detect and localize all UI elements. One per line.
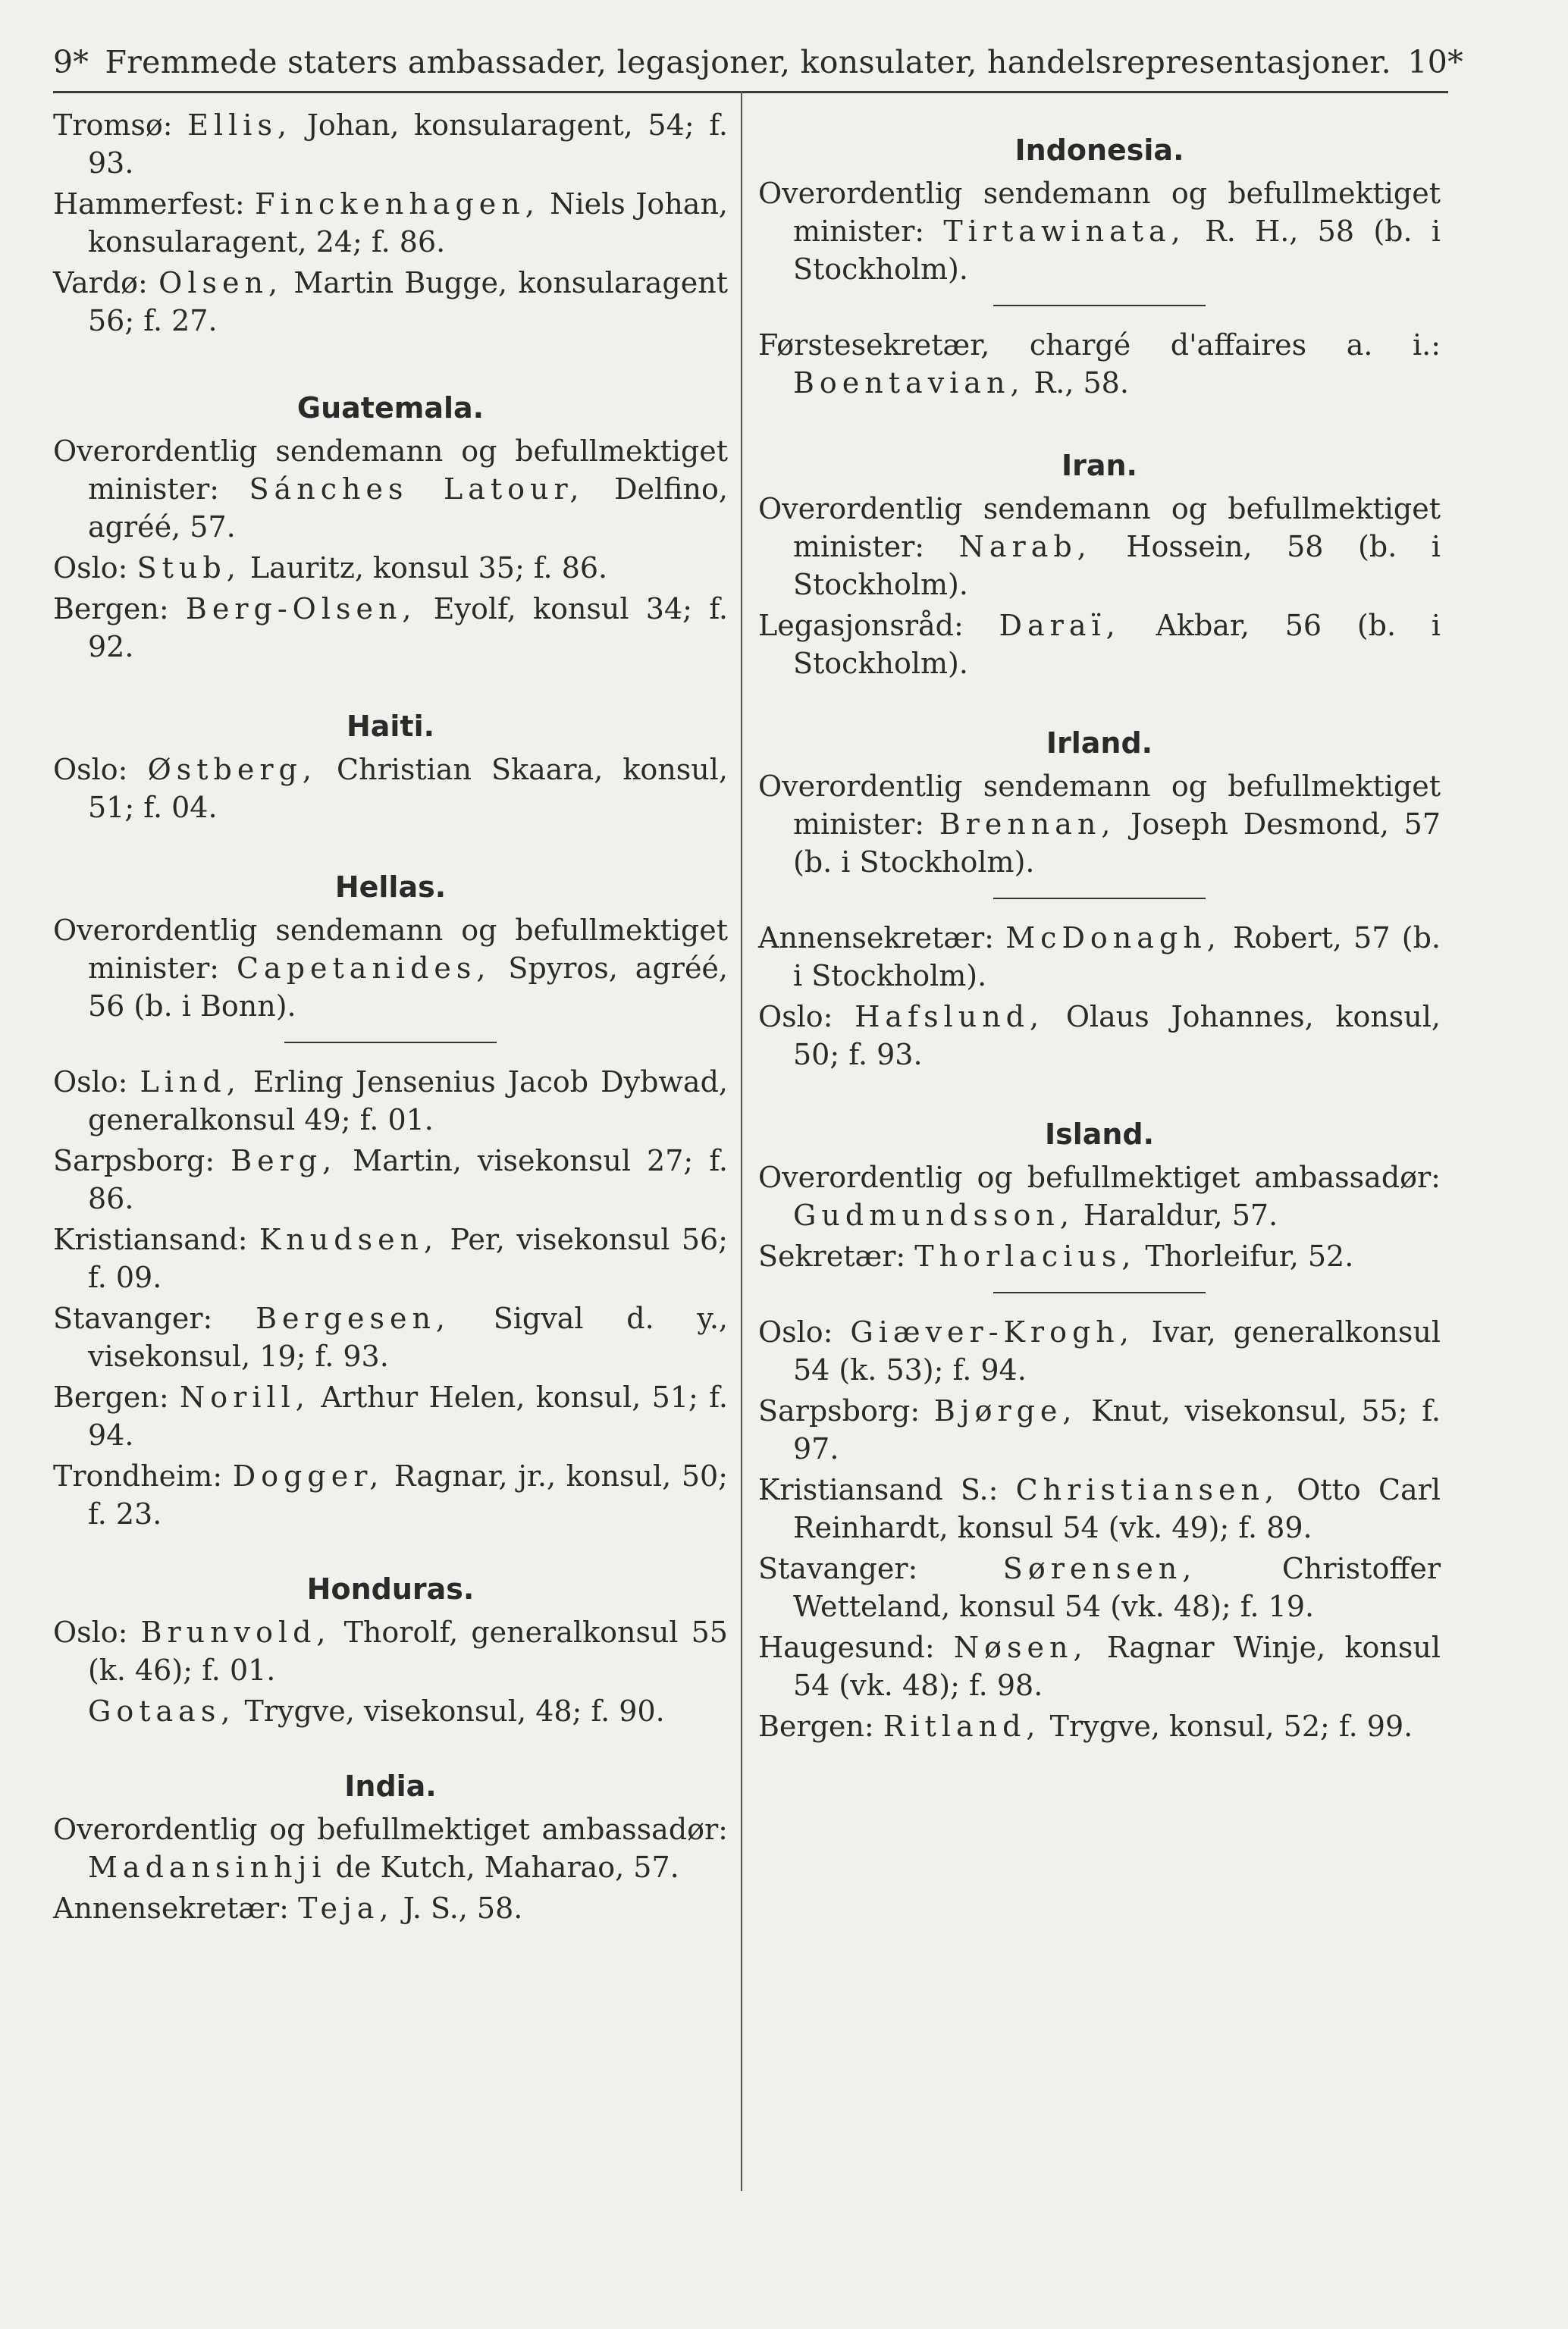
section-irland	[758, 722, 1441, 1074]
list-item: Overordentlig sendemann og befullmektiget minister: Capetanides, Spyros, agréé, 56 (b. i Bonn).	[53, 914, 728, 1023]
section-heading: Irland.	[1046, 726, 1153, 760]
section-indonesia	[758, 129, 1441, 402]
list-item: Hammerfest: Finckenhagen, Niels Johan, konsularagent, 24; f. 86.	[53, 187, 728, 259]
section-heading: Iran.	[1061, 449, 1137, 482]
list-item: Oslo: Brunvold, Thorolf, generalkonsul 55 (k. 46); f. 01.	[53, 1616, 728, 1687]
list-item: Overordentlig sendemann og befullmektiget minister: Narab, Hossein, 58 (b. i Stockholm).	[758, 492, 1441, 601]
list-item: Kristiansand: Knudsen, Per, visekonsul 56; f. 09.	[53, 1223, 728, 1294]
list-item: Førstesekretær, chargé d'affaires a. i.: Boentavian, R., 58.	[758, 328, 1441, 400]
list-item: Haugesund: Nøsen, Ragnar Winje, konsul 54 (vk. 48); f. 98.	[758, 1631, 1441, 1702]
section-india	[53, 1765, 728, 1927]
list-item: Oslo: Lind, Erling Jensenius Jacob Dybwad, generalkonsul 49; f. 01.	[53, 1065, 728, 1136]
section-iran	[758, 444, 1441, 682]
list-item: Annensekretær: McDonagh, Robert, 57 (b. i Stockholm).	[758, 921, 1441, 992]
list-item: Oslo: Hafslund, Olaus Johannes, konsul, 50; f. 93.	[758, 1000, 1441, 1071]
list-item: Bergen: Berg-Olsen, Eyolf, konsul 34; f. 92.	[53, 592, 728, 663]
list-item: Oslo: Østberg, Christian Skaara, konsul, 51; f. 04.	[53, 753, 728, 824]
list-item: Stavanger: Sørensen, Christoffer Wetteland, konsul 54 (vk. 48); f. 19.	[758, 1552, 1441, 1623]
separator-rule	[993, 898, 1206, 899]
list-item: Sekretær: Thorlacius, Thorleifur, 52.	[758, 1240, 1354, 1273]
list-item: Bergen: Norill, Arthur Helen, konsul, 51; f. 94.	[53, 1381, 728, 1452]
list-item: Overordentlig sendemann og befullmektiget minister: Brennan, Joseph Desmond, 57 (b. i Stockholm).	[758, 770, 1441, 879]
list-item: Bergen: Ritland, Trygve, konsul, 52; f. 99.	[758, 1710, 1413, 1743]
list-item: Sarpsborg: Bjørge, Knut, visekonsul, 55; f. 97.	[758, 1394, 1441, 1465]
page-number-left: 9*	[53, 44, 89, 80]
list-item: Sarpsborg: Berg, Martin, visekonsul 27; f. 86.	[53, 1144, 728, 1215]
section-hellas	[53, 866, 728, 1533]
separator-rule	[993, 305, 1206, 306]
separator-rule	[284, 1042, 497, 1043]
section-guatemala	[53, 387, 728, 666]
right-column	[758, 106, 1441, 1748]
list-item: Oslo: Giæver-Krogh, Ivar, generalkonsul 54 (k. 53); f. 94.	[758, 1315, 1441, 1387]
left-column	[53, 106, 728, 1930]
list-item: Overordentlig og befullmektiget ambassadør: Madansinhji de Kutch, Maharao, 57.	[53, 1813, 728, 1884]
header-rule	[53, 91, 1448, 93]
list-item: Trondheim: Dogger, Ragnar, jr., konsul, 50; f. 23.	[53, 1459, 728, 1531]
section-heading: Honduras.	[306, 1572, 475, 1606]
section-island	[758, 1113, 1441, 1745]
list-item: Overordentlig og befullmektiget ambassadør: Gudmundsson, Haraldur, 57.	[758, 1161, 1441, 1232]
section-heading: Indonesia.	[1014, 133, 1184, 167]
running-title: Fremmede staters ambassader, legasjoner, konsulater, handelsrepresentasjoner.	[105, 44, 1392, 80]
section-heading: Hellas.	[334, 870, 447, 904]
norway-consular-entries	[53, 106, 728, 340]
page-header	[53, 39, 1463, 85]
section-heading: Island.	[1044, 1117, 1155, 1151]
list-item: Kristiansand S.: Christiansen, Otto Carl Reinhardt, konsul 54 (vk. 49); f. 89.	[758, 1473, 1441, 1544]
column-rule	[741, 91, 742, 2191]
list-item: Vardø: Olsen, Martin Bugge, konsularagent 56; f. 27.	[53, 266, 728, 337]
list-item: Gotaas, Trygve, visekonsul, 48; f. 90.	[88, 1694, 665, 1728]
section-heading: Guatemala.	[296, 391, 485, 425]
section-heading: India.	[344, 1769, 437, 1803]
list-item: Tromsø: Ellis, Johan, konsularagent, 54; f. 93.	[53, 108, 728, 180]
list-item: Overordentlig sendemann og befullmektiget minister: Tirtawinata, R. H., 58 (b. i Stockholm).	[758, 177, 1441, 286]
list-item: Overordentlig sendemann og befullmektiget minister: Sánches Latour, Delfino, agréé, 57.	[53, 434, 728, 544]
section-haiti	[53, 705, 728, 826]
list-item: Stavanger: Bergesen, Sigval d. y., visekonsul, 19; f. 93.	[53, 1302, 728, 1373]
list-item: Oslo: Stub, Lauritz, konsul 35; f. 86.	[53, 551, 608, 585]
section-honduras	[53, 1568, 728, 1730]
separator-rule	[993, 1292, 1206, 1293]
list-item: Legasjonsråd: Daraï, Akbar, 56 (b. i Stockholm).	[758, 609, 1441, 680]
page-number-right: 10*	[1407, 44, 1463, 80]
list-item: Annensekretær: Teja, J. S., 58.	[53, 1892, 523, 1925]
section-heading: Haiti.	[346, 710, 435, 743]
